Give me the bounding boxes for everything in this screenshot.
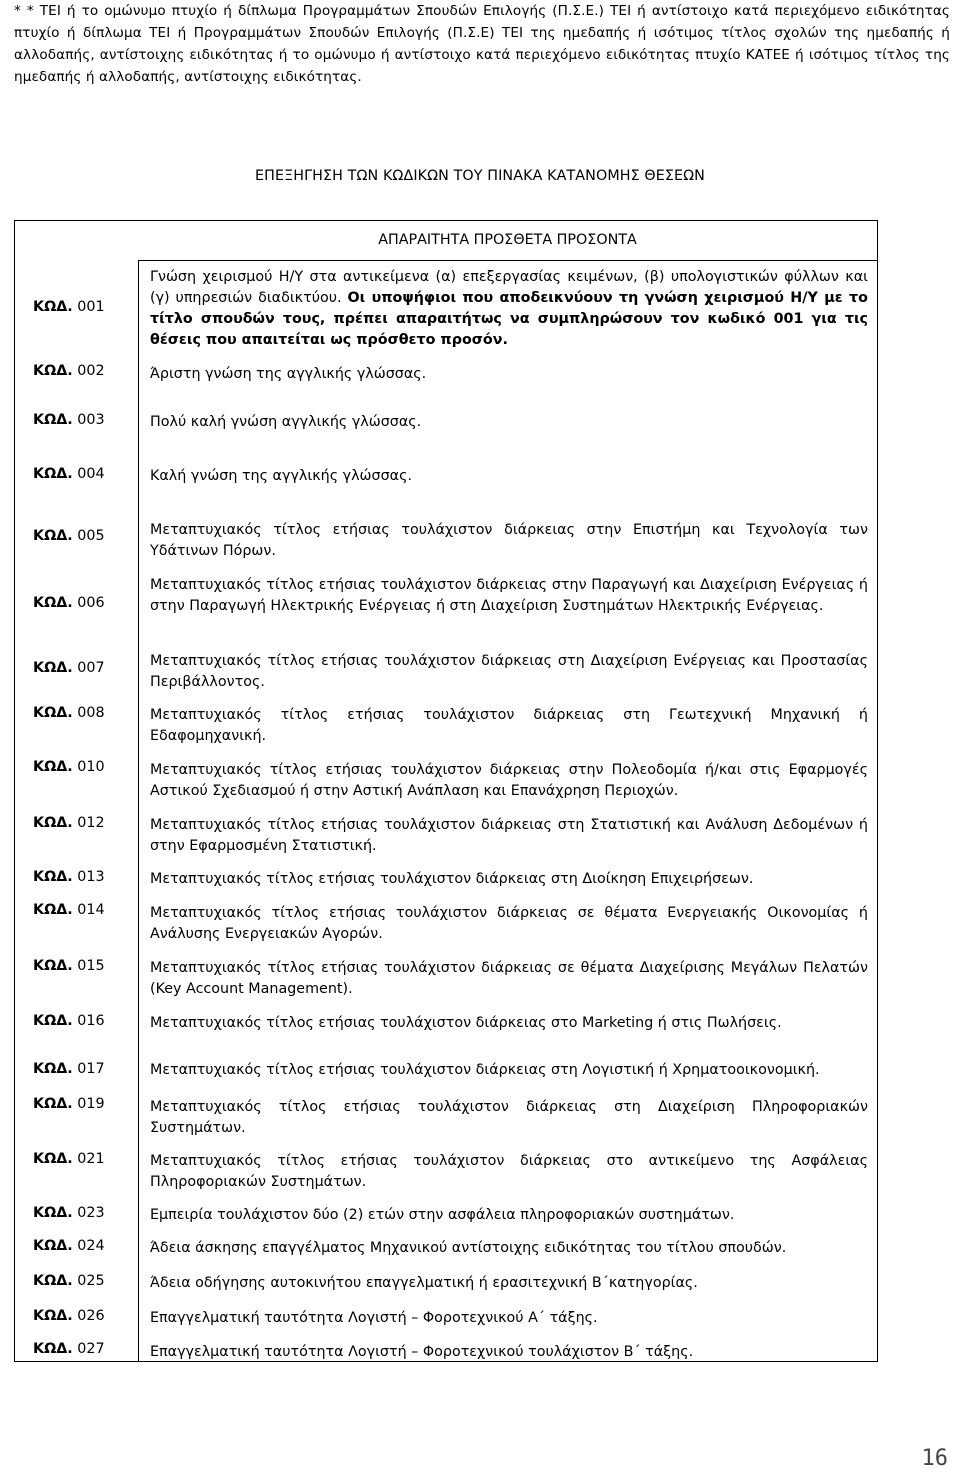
row-code bbox=[33, 1096, 105, 1112]
row-description bbox=[150, 412, 868, 433]
code-number: 014 bbox=[72, 902, 105, 918]
code-prefix: ΚΩΔ. bbox=[33, 1013, 73, 1029]
row-code bbox=[33, 869, 105, 885]
row-description bbox=[150, 1238, 868, 1259]
description-text: Γνώση χειρισμού Η/Υ στα αντικείμενα (α) επεξεργασίας κειμένων, (β) υπολογιστικών φύλλων και (γ) υπηρεσιών διαδικτύου. bbox=[150, 269, 868, 306]
code-number: 016 bbox=[72, 1013, 105, 1029]
row-code bbox=[33, 299, 105, 315]
description-text: Μεταπτυχιακός τίτλος ετήσιας τουλάχιστον διάρκειας στην Πολεοδομία ή/και στις Εφαρμογές Αστικού Σχεδιασμού ή στην Αστική Ανάπλαση και Επανάχρηση Περιοχών. bbox=[150, 762, 868, 799]
description-text: Μεταπτυχιακός τίτλος ετήσιας τουλάχιστον διάρκειας σε θέματα Ενεργειακής Οικονομίας ή Ανάλυσης Ενεργειακών Αγορών. bbox=[150, 905, 868, 942]
row-description bbox=[150, 364, 868, 385]
row-code bbox=[33, 1308, 105, 1324]
code-number: 012 bbox=[72, 815, 105, 831]
code-prefix: ΚΩΔ. bbox=[33, 466, 73, 482]
row-description bbox=[150, 869, 868, 890]
code-number: 005 bbox=[72, 528, 105, 544]
code-prefix: ΚΩΔ. bbox=[33, 363, 73, 379]
intro-paragraph bbox=[14, 0, 950, 88]
code-number: 027 bbox=[72, 1341, 105, 1357]
code-prefix: ΚΩΔ. bbox=[33, 595, 73, 611]
row-code bbox=[33, 902, 105, 918]
code-prefix: ΚΩΔ. bbox=[33, 869, 73, 885]
code-prefix: ΚΩΔ. bbox=[33, 1238, 73, 1254]
row-code bbox=[33, 1151, 105, 1167]
code-number: 024 bbox=[72, 1238, 105, 1254]
code-number: 004 bbox=[72, 466, 105, 482]
code-prefix: ΚΩΔ. bbox=[33, 1061, 73, 1077]
row-description bbox=[150, 705, 868, 747]
description-text: Μεταπτυχιακός τίτλος ετήσιας τουλάχιστον διάρκειας στην Επιστήμη και Τεχνολογία των Υδάτινων Πόρων. bbox=[150, 522, 868, 559]
code-number: 001 bbox=[72, 299, 105, 315]
code-prefix: ΚΩΔ. bbox=[33, 1273, 73, 1289]
description-text: Μεταπτυχιακός τίτλος ετήσιας τουλάχιστον διάρκειας στη Στατιστική και Ανάλυση Δεδομένων ή στην Εφαρμοσμένη Στατιστική. bbox=[150, 817, 868, 854]
row-code bbox=[33, 412, 105, 428]
code-prefix: ΚΩΔ. bbox=[33, 299, 73, 315]
description-text: Άδεια οδήγησης αυτοκινήτου επαγγελματική ή ερασιτεχνική Β΄κατηγορίας. bbox=[150, 1275, 698, 1291]
row-code bbox=[33, 958, 105, 974]
description-text: Επαγγελματική ταυτότητα Λογιστή – Φοροτεχνικού Α΄ τάξης. bbox=[150, 1310, 598, 1326]
code-number: 013 bbox=[72, 869, 105, 885]
qualifications-table bbox=[14, 220, 878, 1362]
row-code bbox=[33, 466, 105, 482]
code-number: 003 bbox=[72, 412, 105, 428]
page-number: 16 bbox=[921, 1446, 948, 1471]
code-number: 017 bbox=[72, 1061, 105, 1077]
code-prefix: ΚΩΔ. bbox=[33, 1308, 73, 1324]
code-prefix: ΚΩΔ. bbox=[33, 902, 73, 918]
description-text: Μεταπτυχιακός τίτλος ετήσιας τουλάχιστον διάρκειας στο αντικείμενο της Ασφάλειας Πληροφοριακών Συστημάτων. bbox=[150, 1153, 868, 1190]
code-prefix: ΚΩΔ. bbox=[33, 1341, 73, 1357]
code-prefix: ΚΩΔ. bbox=[33, 412, 73, 428]
row-code bbox=[33, 1238, 105, 1254]
description-text: Μεταπτυχιακός τίτλος ετήσιας τουλάχιστον διάρκειας στη Διαχείριση Ενέργειας και Προστασίας Περιβάλλοντος. bbox=[150, 653, 868, 690]
row-description bbox=[150, 1308, 868, 1329]
row-description bbox=[150, 1273, 868, 1294]
table-header: ΑΠΑΡΑΙΤΗΤΑ ΠΡΟΣΘΕΤΑ ΠΡΟΣΟΝΤΑ bbox=[138, 221, 877, 261]
row-description bbox=[150, 651, 868, 693]
code-number: 007 bbox=[72, 660, 105, 676]
code-number: 019 bbox=[72, 1096, 105, 1112]
description-text: Μεταπτυχιακός τίτλος ετήσιας τουλάχιστον διάρκειας στο Marketing ή στις Πωλήσεις. bbox=[150, 1015, 782, 1031]
row-code bbox=[33, 595, 105, 611]
description-note: Οι υποψήφιοι που αποδεικνύουν τη γνώση χειρισμού Η/Υ με το τίτλο σπουδών τους, πρέπει απαραιτήτως να συμπληρώσουν τον κωδικό 001 για τις θέσεις που απαιτείται ως πρόσθετο προσόν. bbox=[150, 290, 868, 348]
description-text: Μεταπτυχιακός τίτλος ετήσιας τουλάχιστον διάρκειας στη Γεωτεχνική Μηχανική ή Εδαφομηχανική. bbox=[150, 707, 868, 744]
description-text: Καλή γνώση της αγγλικής γλώσσας. bbox=[150, 468, 413, 484]
description-text: Μεταπτυχιακός τίτλος ετήσιας τουλάχιστον διάρκειας σε θέματα Διαχείρισης Μεγάλων Πελατών (Key Account Management). bbox=[150, 960, 868, 997]
code-number: 026 bbox=[72, 1308, 105, 1324]
row-code bbox=[33, 705, 105, 721]
row-description bbox=[150, 1205, 868, 1226]
description-text: Επαγγελματική ταυτότητα Λογιστή – Φοροτεχνικού τουλάχιστον Β΄ τάξης. bbox=[150, 1344, 694, 1360]
section-heading: ΕΠΕΞΗΓΗΣΗ ΤΩΝ ΚΩΔΙΚΩΝ ΤΟΥ ΠΙΝΑΚΑ ΚΑΤΑΝΟΜΗΣ ΘΕΣΕΩΝ bbox=[255, 168, 705, 184]
row-description bbox=[150, 1151, 868, 1193]
code-number: 021 bbox=[72, 1151, 105, 1167]
code-prefix: ΚΩΔ. bbox=[33, 1151, 73, 1167]
code-number: 015 bbox=[72, 958, 105, 974]
row-description bbox=[150, 520, 868, 562]
code-number: 002 bbox=[72, 363, 105, 379]
description-text: Άριστη γνώση της αγγλικής γλώσσας. bbox=[150, 366, 427, 382]
row-description bbox=[150, 903, 868, 945]
row-description bbox=[150, 575, 868, 617]
description-text: Μεταπτυχιακός τίτλος ετήσιας τουλάχιστον διάρκειας στη Διοίκηση Επιχειρήσεων. bbox=[150, 871, 754, 887]
code-prefix: ΚΩΔ. bbox=[33, 1205, 73, 1221]
row-code bbox=[33, 1205, 105, 1221]
description-text: Άδεια άσκησης επαγγέλματος Μηχανικού αντίστοιχης ειδικότητας του τίτλου σπουδών. bbox=[150, 1240, 787, 1256]
row-description bbox=[150, 760, 868, 802]
row-description bbox=[150, 815, 868, 857]
description-text: Μεταπτυχιακός τίτλος ετήσιας τουλάχιστον διάρκειας στη Διαχείριση Πληροφοριακών Συστημάτων. bbox=[150, 1099, 868, 1136]
code-prefix: ΚΩΔ. bbox=[33, 528, 73, 544]
code-number: 008 bbox=[72, 705, 105, 721]
row-description bbox=[150, 1013, 868, 1034]
row-code bbox=[33, 1273, 105, 1289]
column-divider bbox=[138, 261, 139, 1361]
code-prefix: ΚΩΔ. bbox=[33, 705, 73, 721]
row-code bbox=[33, 815, 105, 831]
code-number: 006 bbox=[72, 595, 105, 611]
row-code bbox=[33, 660, 105, 676]
description-text: Πολύ καλή γνώση αγγλικής γλώσσας. bbox=[150, 414, 422, 430]
code-number: 010 bbox=[72, 759, 105, 775]
row-description bbox=[150, 1060, 868, 1081]
code-prefix: ΚΩΔ. bbox=[33, 815, 73, 831]
description-text: Μεταπτυχιακός τίτλος ετήσιας τουλάχιστον διάρκειας στη Λογιστική ή Χρηματοοικονομική. bbox=[150, 1062, 820, 1078]
code-prefix: ΚΩΔ. bbox=[33, 958, 73, 974]
description-text: Μεταπτυχιακός τίτλος ετήσιας τουλάχιστον διάρκειας στην Παραγωγή και Διαχείριση Ενέργειας ή στην Παραγωγή Ηλεκτρικής Ενέργειας ή στη Διαχείριση Συστημάτων Ηλεκτρικής Ενέργειας. bbox=[150, 577, 868, 614]
row-description bbox=[150, 958, 868, 1000]
code-prefix: ΚΩΔ. bbox=[33, 1096, 73, 1112]
row-code bbox=[33, 1061, 105, 1077]
row-code bbox=[33, 1013, 105, 1029]
code-prefix: ΚΩΔ. bbox=[33, 759, 73, 775]
row-code bbox=[33, 759, 105, 775]
row-code bbox=[33, 363, 105, 379]
intro-text: * * ΤΕΙ ή το ομώνυμο πτυχίο ή δίπλωμα Προγραμμάτων Σπουδών Επιλογής (Π.Σ.Ε.) ΤΕΙ ή αντίστοιχο κατά περιεχόμενο ειδικότητας πτυχίο ή δίπλωμα ΤΕΙ ή Προγραμμάτων Σπουδών Επιλογής (Π.Σ.Ε) ΤΕΙ της ημεδαπής ή ισότιμος τίτλος σχολών της ημεδαπής ή αλλοδαπής, αντίστοιχης ειδικότητας ή το ομώνυμο ή αντίστοιχο κατά περιεχόμενο ειδικότητας πτυχίο ΚΑΤΕΕ ή ισότιμος τίτλος της ημεδαπής ή αλλοδαπής, αντίστοιχης ειδικότητας. bbox=[14, 3, 950, 85]
row-code bbox=[33, 528, 105, 544]
code-number: 023 bbox=[72, 1205, 105, 1221]
code-number: 025 bbox=[72, 1273, 105, 1289]
row-description bbox=[150, 1097, 868, 1139]
row-description bbox=[150, 466, 868, 487]
code-prefix: ΚΩΔ. bbox=[33, 660, 73, 676]
row-description bbox=[150, 267, 868, 351]
row-code bbox=[33, 1341, 105, 1357]
row-description bbox=[150, 1342, 868, 1363]
description-text: Εμπειρία τουλάχιστον δύο (2) ετών στην ασφάλεια πληροφοριακών συστημάτων. bbox=[150, 1207, 735, 1223]
